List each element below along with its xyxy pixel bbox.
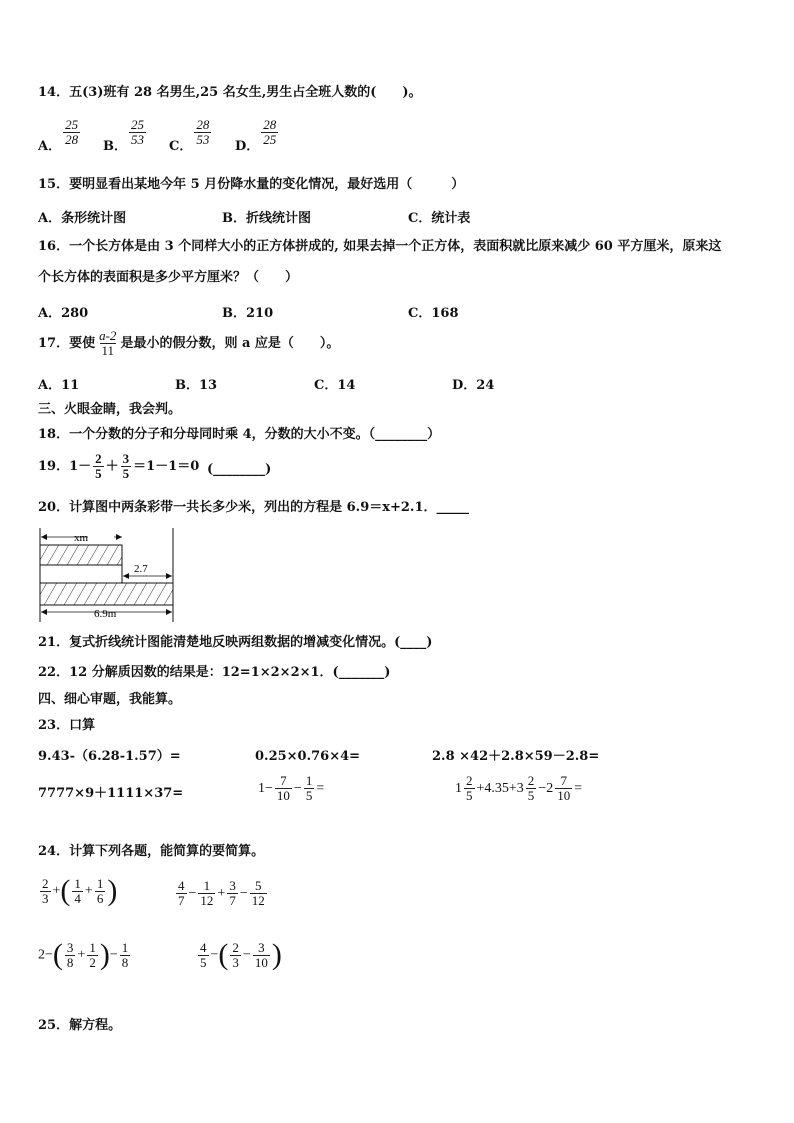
question-17-stem: 17．要使 $\frac{a-2}{11}$ 是最小的假分数，则 a 应是（ ）。 [38,328,340,358]
question-20-stem: 20．计算图中两条彩带一共长多少米，列出的方程是 6.9＝x+2.1．_____ [38,500,469,515]
diagram-bottom-label: 6.9m [94,608,117,620]
q14-option-d: D． $\frac{28}{25}$ [235,117,277,154]
q23-expr-4: 7777×9＋1111×37= [38,786,184,801]
q14-option-b: B． $\frac{25}{53}$ [103,117,144,154]
question-14-stem: 14．五(3)班有 28 名男生,25 名女生,男生占全班人数的( )。 [38,85,422,100]
question-19-answer-blank[interactable]: (________) [207,462,272,477]
question-23-title: 23．口算 [38,718,96,733]
q17-option-c: C．14 [314,378,356,393]
question-15-stem: 15．要明显看出某地今年 5 月份降水量的变化情况，最好选用（ ） [38,177,465,192]
section-3-heading: 三、火眼金睛，我会判。 [38,402,182,417]
q24-expr-1: $\frac{2}{3}$ +( $\frac{1}{4}$ + $\frac{1}{6}$ ) [42,874,118,907]
q15-option-a: A．条形统计图 [38,211,127,226]
question-25: 25．解方程。 [38,1018,122,1033]
q14-option-c: C． $\frac{28}{53}$ [169,117,210,154]
diagram-top-label: xm [74,532,89,544]
q17-option-b: B．13 [175,378,218,393]
q23-expr-1: 9.43-（6.28-1.57）= [38,749,181,764]
q23-expr-6: 1 $\frac{2}{5}$ +4.35+3 $\frac{2}{5}$ −2 $\frac{7}{10}$ = [455,773,583,803]
q17-option-a: A．11 [38,378,80,393]
q15-option-c: C．统计表 [408,211,471,226]
q14-option-a: A． $\frac{25}{28}$ [38,117,79,154]
question-16-line1: 16．一个长方体是由 3 个同样大小的正方体拼成的, 如果去掉一个正方体，表面积就比原来减少 60 平方厘米，原来这 [38,239,722,254]
question-22: 22．12 分解质因数的结果是：12=1×2×2×1．(_______) [38,665,391,680]
q24-expr-4: $\frac{4}{5}$ −( $\frac{2}{3}$ − $\frac{3}{10}$ ) [200,938,282,971]
q16-option-b: B．210 [222,306,274,321]
question-16-line2: 个长方体的表面积是多少平方厘米？（ ） [38,270,299,285]
q24-expr-3: 2−( $\frac{3}{8}$ + $\frac{1}{2}$ )− $\frac{1}{8}$ [38,938,129,971]
q15-option-b: B．折线统计图 [222,211,311,226]
section-4-heading: 四、细心审题，我能算。 [38,692,182,707]
q16-option-a: A．280 [38,306,89,321]
diagram-mid-label: 2.7 [134,563,148,575]
q24-expr-2: $\frac{4}{7}$ − $\frac{1}{12}$ + $\frac{3}{7}$ − $\frac{5}{12}$ [178,878,265,908]
question-18: 18．一个分数的分子和分母同时乘 4，分数的大小不变。（________） [38,427,441,442]
q23-expr-5: 1− $\frac{7}{10}$ − $\frac{1}{5}$ = [258,773,325,803]
q23-expr-2: 0.25×0.76×4= [255,749,361,764]
question-21: 21．复式折线统计图能清楚地反映两组数据的增减变化情况。(____) [38,635,433,650]
q23-expr-3: 2.8 ×42＋2.8×59－2.8= [432,749,600,764]
ribbon-diagram [30,525,190,625]
question-24-title: 24．计算下列各题，能简算的要简算。 [38,844,265,859]
question-19: 19．1－ $\frac{2}{5}$ ＋ $\frac{3}{5}$ ＝1－1＝0 [38,451,200,481]
q17-option-d: D．24 [452,378,495,393]
q16-option-c: C．168 [408,306,459,321]
